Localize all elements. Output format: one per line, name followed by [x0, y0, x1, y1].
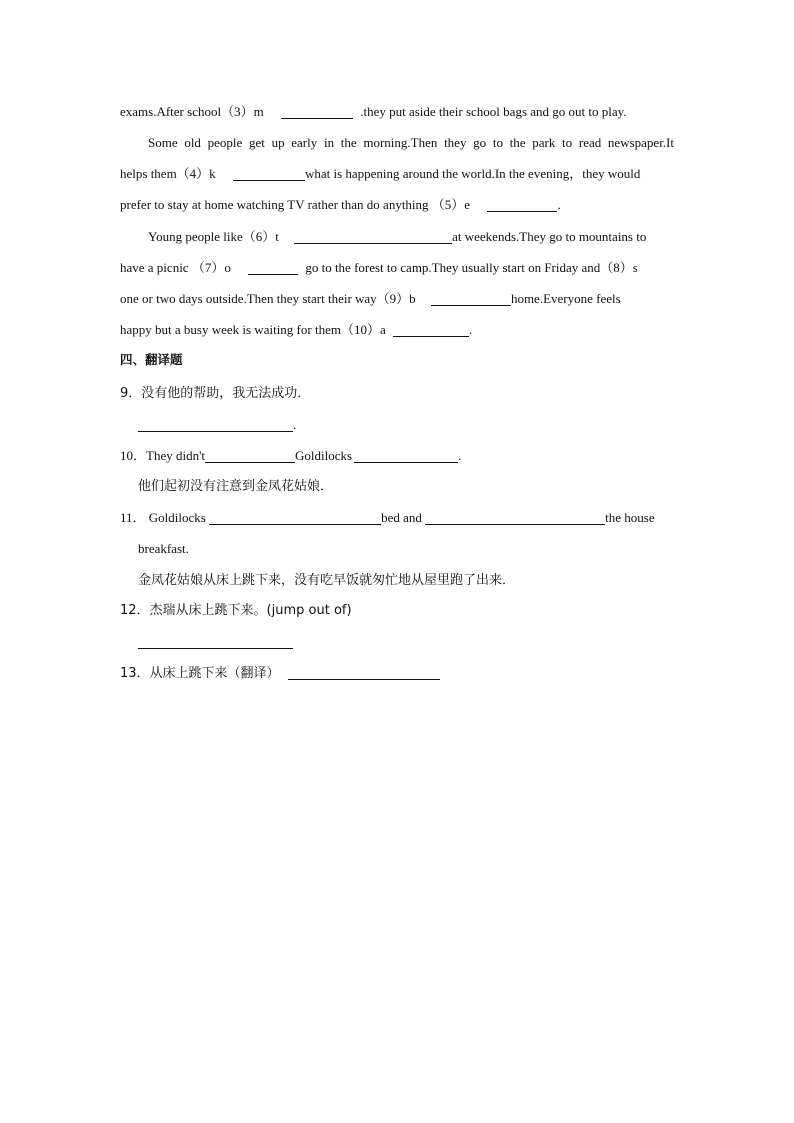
passage-line-1 [120, 102, 674, 122]
question-13 [120, 664, 674, 684]
answer-blank-9[interactable] [431, 291, 511, 306]
question-number: 10． [120, 448, 147, 463]
question-text: Goldilocks [148, 510, 206, 525]
answer-period: . [293, 417, 297, 432]
passage-text: happy but a busy week is waiting for them（10）a [120, 322, 386, 337]
passage-line-7 [120, 289, 674, 309]
question-11-continued: breakfast. [138, 541, 189, 556]
answer-blank-q12[interactable] [138, 634, 293, 649]
question-10-chinese: 他们起初没有注意到金凤花姑娘． [138, 479, 334, 494]
question-9-answer [138, 415, 692, 435]
question-text: 杰瑞从床上跳下来。(jump out of) [149, 603, 352, 618]
question-number: 9． [120, 386, 142, 401]
answer-blank-q11-1[interactable] [209, 510, 381, 525]
question-text: They didn't [146, 448, 206, 463]
answer-blank-q13[interactable] [288, 665, 440, 680]
passage-text: have a picnic （7）o [120, 260, 231, 275]
passage-text: one or two days outside.Then they start their way（9）b [120, 291, 416, 306]
question-12 [120, 601, 674, 621]
passage-line-2 [120, 133, 674, 153]
answer-blank-q11-2[interactable] [425, 510, 605, 525]
answer-blank-10[interactable] [393, 322, 469, 337]
question-text: bed and [381, 510, 422, 525]
question-12-answer [138, 632, 692, 652]
answer-blank-3[interactable] [281, 104, 353, 119]
answer-blank-q9[interactable] [138, 417, 293, 432]
answer-blank-7[interactable] [248, 260, 298, 275]
question-text: 从床上跳下来（翻译） [149, 666, 280, 681]
passage-text: . [557, 197, 561, 212]
question-text: Goldilocks [295, 448, 353, 463]
passage-text: Young people like（6）t [148, 229, 279, 244]
answer-blank-q10-1[interactable] [205, 448, 295, 463]
passage-text: prefer to stay at home watching TV rather than do anything （5）e [120, 197, 471, 212]
passage-text: exams.After school（3）m [120, 104, 264, 119]
passage-text: at weekends.They go to mountains to [452, 229, 647, 244]
answer-blank-6[interactable] [294, 229, 452, 244]
answer-blank-5[interactable] [487, 197, 557, 212]
passage-text: go to the forest to camp.They usually start on Friday and（8）s [305, 260, 638, 275]
passage-text: .they put aside their school bags and go out to play. [360, 104, 627, 119]
passage-line-5 [120, 227, 674, 247]
question-text: 没有他的帮助，我无法成功． [141, 386, 311, 401]
question-number: 12． [120, 603, 150, 618]
question-number: 11． [120, 510, 146, 525]
passage-text: helps them（4）k [120, 166, 216, 181]
answer-blank-4[interactable] [233, 166, 305, 181]
passage-text: . [468, 322, 473, 337]
passage-text: what is happening around the world.In the evening，they would [304, 166, 641, 181]
question-9 [120, 384, 674, 404]
question-text: the house [605, 510, 655, 525]
passage-line-6 [120, 258, 674, 278]
passage-line-3 [120, 164, 674, 184]
question-10 [120, 446, 674, 466]
answer-blank-q10-2[interactable] [354, 448, 458, 463]
question-number: 13． [120, 666, 150, 681]
passage-line-4 [120, 195, 674, 215]
question-11-chinese: 金凤花姑娘从床上跳下来，没有吃早饭就匆忙地从屋里跑了出来． [138, 573, 516, 588]
passage-text: home.Everyone feels [510, 291, 621, 306]
passage-text: Some old people get up early in the morning.Then they go to the park to read newspaper.It [148, 135, 674, 150]
passage-line-8 [120, 320, 674, 340]
section-heading: 四、翻译题 [120, 352, 183, 367]
answer-period: . [458, 448, 462, 463]
question-11 [120, 508, 674, 528]
